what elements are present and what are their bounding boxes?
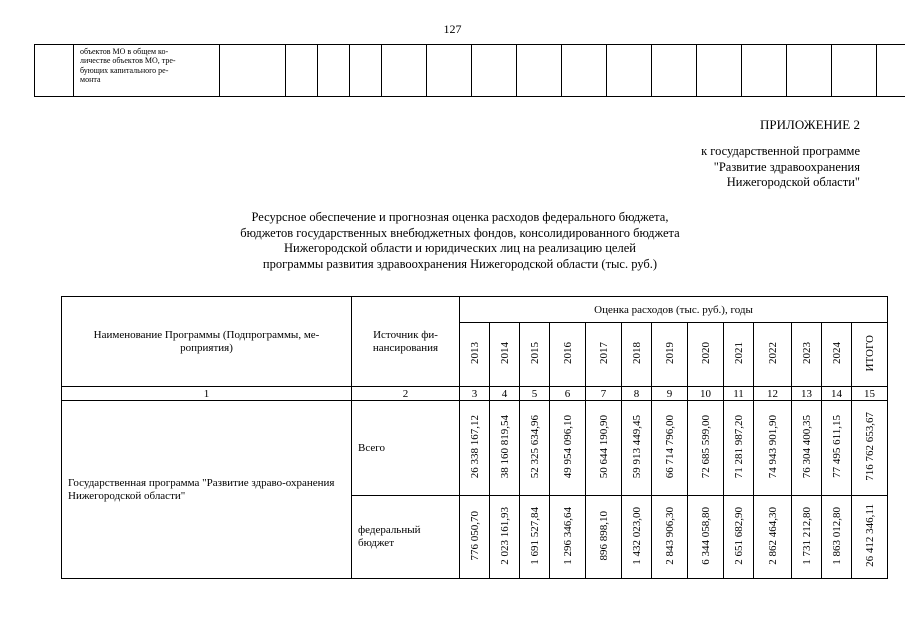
value-cell: 6 344 058,80 [688, 496, 724, 579]
source-label: федеральный бюджет [352, 496, 460, 579]
value-cell: 26 338 167,12 [460, 401, 490, 496]
value-cell: 1 863 012,80 [822, 496, 852, 579]
header-total: ИТОГО [852, 323, 888, 387]
value-cell: 2 651 682,90 [724, 496, 754, 579]
value-cell: 38 160 819,54 [490, 401, 520, 496]
column-number: 4 [490, 387, 520, 401]
value-cell: 52 325 634,96 [520, 401, 550, 496]
column-number: 1 [62, 387, 352, 401]
column-number: 7 [586, 387, 622, 401]
column-number: 3 [460, 387, 490, 401]
page-number: 127 [443, 22, 462, 36]
value-cell: 1 296 346,64 [550, 496, 586, 579]
value-cell: 66 714 796,00 [652, 401, 688, 496]
table-cell [350, 45, 382, 97]
column-number: 15 [852, 387, 888, 401]
header-year: 2020 [688, 323, 724, 387]
value-cell: 1 731 212,80 [792, 496, 822, 579]
header-year: 2015 [520, 323, 550, 387]
column-number: 10 [688, 387, 724, 401]
column-number: 12 [754, 387, 792, 401]
column-number: 13 [792, 387, 822, 401]
table-cell [382, 45, 427, 97]
column-number: 5 [520, 387, 550, 401]
value-cell: 50 644 190,90 [586, 401, 622, 496]
table-cell [787, 45, 832, 97]
value-cell: 1 432 023,00 [622, 496, 652, 579]
table-cell [35, 45, 74, 97]
header-estimate: Оценка расходов (тыс. руб.), годы [460, 297, 888, 323]
appendix-subtitle: к государственной программе "Развитие здравоохранения Нижегородской области" [701, 144, 860, 189]
table-cell [318, 45, 350, 97]
table-cell [652, 45, 697, 97]
value-cell: 77 495 611,15 [822, 401, 852, 496]
value-cell: 59 913 449,45 [622, 401, 652, 496]
header-year: 2013 [460, 323, 490, 387]
total-cell: 26 412 346,11 [852, 496, 888, 579]
program-name: Государственная программа "Развитие здраво-охранения Нижегородской области" [62, 401, 352, 579]
table-row [62, 401, 888, 496]
value-cell: 49 954 096,10 [550, 401, 586, 496]
column-number: 8 [622, 387, 652, 401]
header-source: Источник фи-нансирования [352, 297, 460, 387]
total-cell: 716 762 653,67 [852, 401, 888, 496]
column-number: 9 [652, 387, 688, 401]
table-cell [286, 45, 318, 97]
table-cell [742, 45, 787, 97]
value-cell: 2 843 906,30 [652, 496, 688, 579]
header-year: 2024 [822, 323, 852, 387]
value-cell: 2 023 161,93 [490, 496, 520, 579]
value-cell: 2 862 464,30 [754, 496, 792, 579]
column-number: 6 [550, 387, 586, 401]
source-label: Всего [352, 401, 460, 496]
value-cell: 896 898,10 [586, 496, 622, 579]
header-year: 2018 [622, 323, 652, 387]
indicator-description: объектов МО в общем ко- личестве объектов МО, тре- бующих капитального ре- монта [74, 45, 220, 97]
header-year: 2021 [724, 323, 754, 387]
header-year: 2014 [490, 323, 520, 387]
table-cell [697, 45, 742, 97]
table-cell [472, 45, 517, 97]
header-year: 2022 [754, 323, 792, 387]
continued-table-row [34, 44, 905, 97]
table-cell [562, 45, 607, 97]
table-cell [832, 45, 877, 97]
column-number: 11 [724, 387, 754, 401]
table-cell [220, 45, 286, 97]
header-year: 2016 [550, 323, 586, 387]
value-cell: 776 050,70 [460, 496, 490, 579]
value-cell: 74 943 901,90 [754, 401, 792, 496]
value-cell: 72 685 599,00 [688, 401, 724, 496]
appendix-title: ПРИЛОЖЕНИЕ 2 [760, 117, 860, 132]
value-cell: 1 691 527,84 [520, 496, 550, 579]
value-cell: 71 281 987,20 [724, 401, 754, 496]
table-cell [517, 45, 562, 97]
document-title: Ресурсное обеспечение и прогнозная оценка расходов федерального бюджета, бюджетов государственных внебюджетных фондов, консолидированного бюджета Нижегородской области и юридических лиц на реализацию целей программы развития здравоохранения Нижегородской области (тыс. руб.) [240, 210, 680, 271]
table-cell [877, 45, 905, 97]
header-year: 2017 [586, 323, 622, 387]
value-cell: 76 304 400,35 [792, 401, 822, 496]
column-number: 14 [822, 387, 852, 401]
header-year: 2023 [792, 323, 822, 387]
table-cell [607, 45, 652, 97]
column-number: 2 [352, 387, 460, 401]
header-year: 2019 [652, 323, 688, 387]
table-cell [427, 45, 472, 97]
resource-table [61, 296, 888, 579]
header-program-name: Наименование Программы (Подпрограммы, ме-роприятия) [62, 297, 352, 387]
